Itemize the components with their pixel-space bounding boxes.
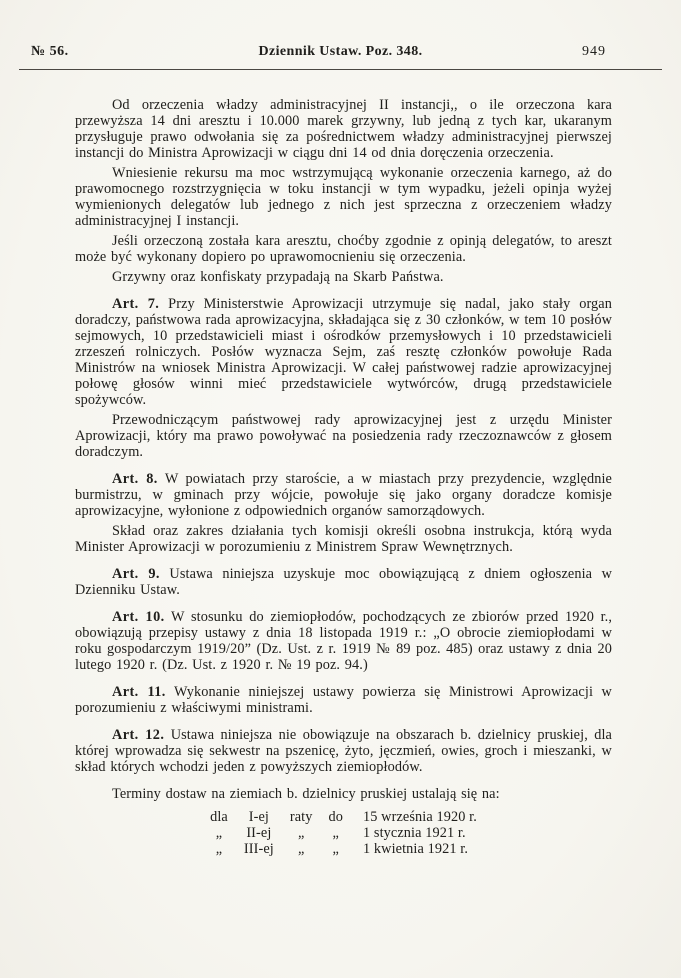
schedule-cell: raty [289, 809, 313, 825]
paragraph: Od orzeczenia władzy administracyjnej II instancji,, o ile orzeczona kara przewyższa 14 dni aresztu i 10.000 marek grzywny, lub jedną z tych kar, ukaranym przysługuje prawo odwołania się za pośrednictwem władzy administracyjnej pierwszej instancji do Ministra Aprowizacji w ciągu dni 14 od dnia doręczenia orzeczenia. [75, 97, 612, 161]
article-text: Wykonanie niniejszej ustawy powierza się Ministrowi Aprowizacji w porozumieniu z właściwymi ministrami. [75, 684, 612, 716]
paragraph: Przewodniczącym państwowej rady aprowizacyjnej jest z urzędu Minister Aprowizacji, który ma prawo powoływać na posiedzenia rady rzeczoznawców z głosem doradczym. [75, 412, 612, 460]
article-paragraph [75, 566, 612, 598]
paragraph: Grzywny oraz konfiskaty przypadają na Skarb Państwa. [112, 269, 444, 285]
schedule-cell: do [328, 809, 343, 825]
article-text: W stosunku do ziemiopłodów, pochodzących ze zbiorów przed 1920 r., obowiązują przepisy ustawy z dnia 18 listopada 1919 r.: „O obrocie ziemiopłodami w roku gospodarczym 1919/20” (Dz. Ust. z r. 1919 № 89 poz. 485) oraz ustawy z dnia 20 lutego 1920 r. (Dz. Ust. z 1920 r. № 19 poz. 94.) [75, 609, 613, 673]
schedule-date: 15 września 1920 r. [363, 809, 477, 825]
paragraph: Skład oraz zakres działania tych komisji określi osobna instrukcja, którą wyda Minister Aprowizacji w porozumieniu z Ministrem Spraw Wewnętrznych. [75, 523, 612, 555]
article-text: Ustawa niniejsza uzyskuje moc obowiązującą z dniem ogłoszenia w Dzienniku Ustaw. [75, 566, 612, 598]
schedule-cell: „ [297, 825, 305, 841]
schedule-cell: „ [215, 841, 223, 857]
schedule-row [202, 825, 485, 841]
article-label: Art. 11. [112, 684, 166, 700]
schedule-cell: „ [215, 825, 223, 841]
article-label: Art. 7. [112, 296, 160, 312]
article-paragraph [75, 684, 612, 716]
paragraph: Wniesienie rekursu ma moc wstrzymującą wykonanie orzeczenia karnego, aż do prawomocnego rozstrzygnięcia w toku instancji w tym wypadku, jeżeli opinja wyżej wymienionych delegatów lub jednego z nich jest sprzeczna z orzeczeniem władzy administracyjnej I instancji. [75, 165, 612, 229]
page-header [19, 44, 662, 70]
article-label: Art. 12. [112, 727, 165, 743]
schedule-cell: III-ej [243, 841, 274, 857]
article-label: Art. 9. [112, 566, 160, 582]
schedule-cell: „ [332, 841, 339, 857]
schedule-cell: dla [210, 809, 228, 825]
delivery-schedule [202, 809, 485, 857]
schedule-intro: Terminy dostaw na ziemiach b. dzielnicy pruskiej ustalają się na: [112, 786, 500, 802]
article-label: Art. 10. [112, 609, 165, 625]
document-body [0, 70, 681, 857]
schedule-cell: „ [332, 825, 339, 841]
schedule-date: 1 stycznia 1921 r. [363, 825, 466, 841]
article-text: W powiatach przy staroście, a w miastach przy prezydencie, względnie burmistrzu, w gminach przy wójcie, powołuje się jako organy doradcze komisje aprowizacyjne, wyłonione z odpowiednich organów samorządowych. [75, 471, 612, 519]
schedule-date: 1 kwietnia 1921 r. [363, 841, 469, 857]
article-paragraph [75, 471, 612, 519]
paragraph: Jeśli orzeczoną została kara aresztu, choćby zgodnie z opinją delegatów, to areszt może być wykonany dopiero po uprawomocnieniu się orzeczenia. [75, 233, 612, 265]
article-paragraph [75, 609, 612, 673]
article-paragraph [75, 296, 612, 408]
schedule-row [202, 841, 485, 857]
issue-number: № 56. [31, 44, 69, 59]
schedule-cell: II-ej [246, 825, 272, 841]
article-text: Ustawa niniejsza nie obowiązuje na obszarach b. dzielnicy pruskiej, dla której wprowadza się sekwestr na pszenicę, żyto, jęczmień, owies, groch i mieszanki, w skład których wchodzi jeden z powyższych ziemiopłodów. [75, 727, 612, 775]
schedule-row [202, 809, 485, 825]
article-paragraph [75, 727, 612, 775]
page-number: 949 [582, 44, 606, 59]
article-text: Przy Ministerstwie Aprowizacji utrzymuje się nadal, jako stały organ doradczy, państwowa rada aprowizacyjna, składająca się z 30 członków, w tem 10 posłów sejmowych, 10 przedstawicieli miast i ośrodków przemysłowych i 10 przedstawicieli zrzeszeń rolniczych. Posłów wyznacza Sejm, zaś resztę członków powołuje Rada Ministrów na wniosek Ministra Aprowizacji. W całej państwowej radzie aprowizacyjnej połowę głosów winni mieć przedstawiciele wytwórców, drugą przedstawiciele spożywców. [75, 296, 612, 408]
schedule-cell: „ [297, 841, 305, 857]
schedule-cell: I-ej [248, 809, 269, 825]
article-label: Art. 8. [112, 471, 158, 487]
journal-title: Dziennik Ustaw. Poz. 348. [258, 44, 423, 59]
